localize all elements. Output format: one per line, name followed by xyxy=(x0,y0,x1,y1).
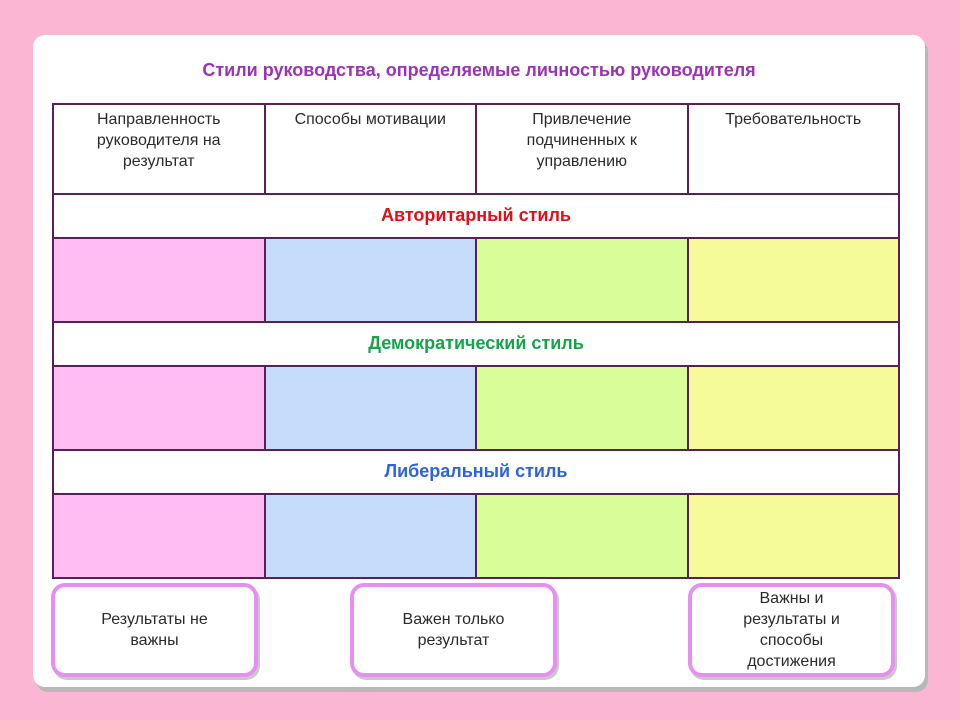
note-only-result xyxy=(350,583,557,677)
style-row-democratic xyxy=(54,323,898,367)
table-cell xyxy=(477,367,689,449)
styles-table xyxy=(52,103,900,579)
table-cell xyxy=(54,239,266,321)
table-header-row xyxy=(54,103,898,195)
style-row-liberal xyxy=(54,451,898,495)
header-result-orientation xyxy=(54,105,266,193)
header-label: Направленность руководителя на результат xyxy=(96,111,221,170)
table-cell xyxy=(477,495,689,577)
header-motivation xyxy=(266,105,478,193)
table-cell xyxy=(54,367,266,449)
header-label: Требовательность xyxy=(725,111,862,128)
table-row xyxy=(54,239,898,323)
table-cell xyxy=(266,495,478,577)
note-text: Результаты не важны xyxy=(101,611,208,649)
style-label: Демократический стиль xyxy=(368,333,584,353)
table-cell xyxy=(477,239,689,321)
note-text: Важны и результаты и способы достижения xyxy=(743,590,840,670)
style-row-authoritarian xyxy=(54,195,898,239)
header-involvement xyxy=(477,105,689,193)
table-cell xyxy=(266,367,478,449)
table-cell xyxy=(54,495,266,577)
header-label: Привлечение подчиненных к управлению xyxy=(526,111,637,170)
style-label: Либеральный стиль xyxy=(384,461,568,481)
header-demandingness xyxy=(689,105,899,193)
table-cell xyxy=(689,239,899,321)
note-results-and-methods xyxy=(688,583,895,677)
slide-title: Стили руководства, определяемые личностью руководителя xyxy=(202,60,756,80)
note-text: Важен только результат xyxy=(402,611,505,649)
style-label: Авторитарный стиль xyxy=(381,205,571,225)
table-row xyxy=(54,495,898,579)
table-cell xyxy=(689,367,899,449)
note-results-unimportant xyxy=(51,583,258,677)
table-cell xyxy=(689,495,899,577)
table-row xyxy=(54,367,898,451)
header-label: Способы мотивации xyxy=(294,111,446,128)
table-cell xyxy=(266,239,478,321)
